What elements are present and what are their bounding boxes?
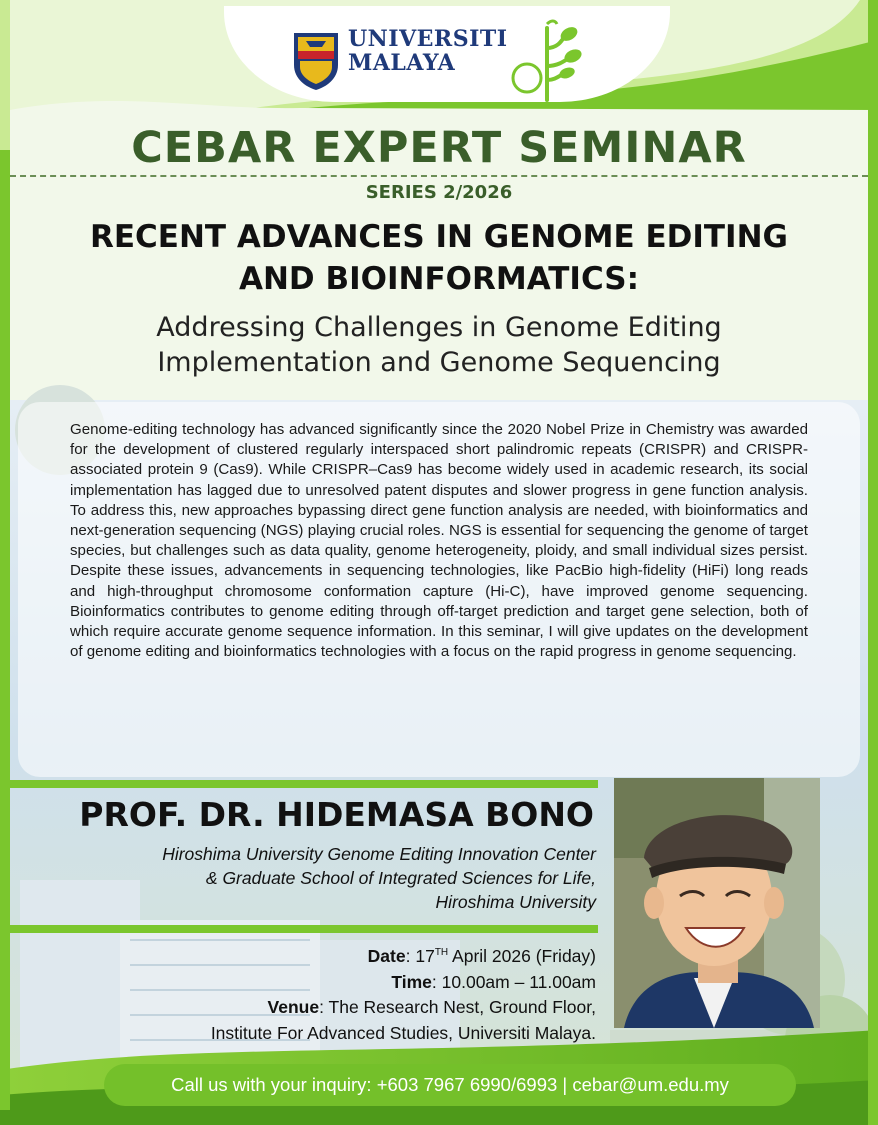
date-day: 17: [415, 946, 435, 966]
affiliation-line2: & Graduate School of Integrated Sciences for Life,: [205, 868, 596, 888]
talk-headline: [0, 216, 878, 300]
venue-label: Venue: [267, 997, 320, 1017]
speaker-top-bar: [10, 780, 598, 788]
date-rest: April 2026 (Friday): [448, 946, 596, 966]
seminar-title: CEBAR EXPERT SEMINAR: [131, 123, 747, 173]
date-suffix: TH: [434, 947, 449, 959]
time-label: Time: [391, 971, 432, 992]
speaker-name: PROF. DR. HIDEMASA BONO: [79, 795, 594, 834]
speaker-bottom-bar: [10, 925, 598, 933]
speaker-photo: [614, 778, 820, 1028]
talk-headline-line1: RECENT ADVANCES IN GENOME EDITING: [90, 219, 788, 255]
date-row: Date: 17TH April 2026 (Friday): [367, 946, 596, 966]
abstract-text: Genome-editing technology has advanced significantly since the 2020 Nobel Prize in Chemistry was awarded for the development of clustered regularly interspaced short palindromic repeats (CRISPR) and CRISPR-associated protein 9 (Cas9). While CRISPR–Cas9 has become widely used in academic research, its social implementation has lagged due to unresolved patent disputes and slower progress in gene function analysis. To address this, new approaches bypassing direct gene function analysis are needed, with bioinformatics and next-generation sequencing (NGS) playing crucial roles. NGS is essential for sequencing the genome of target species, but challenges such as data quality, genome heterogeneity, ploidy, and small individual sizes persist. Despite these issues, advancements in sequencing technologies, like PacBio high-fidelity (HiFi) long reads and high-throughput chromosome conformation capture (Hi-C), have improved genome sequencing. Bioinformatics contributes to genome editing through off-target prediction and target gene selection, both of which require accurate genome sequence information. In this seminar, I will give updates on the development of genome editing and bioinformatics technologies with a focus on the rapid progress in genome sequencing.: [70, 421, 808, 661]
speaker-affiliation: [20, 842, 596, 914]
date-label: Date: [367, 946, 406, 966]
affiliation-line3: Hiroshima University: [435, 892, 596, 912]
talk-headline-line2: AND BIOINFORMATICS:: [238, 261, 640, 297]
university-name: [348, 27, 508, 75]
universiti-malaya-crest-icon: [292, 31, 340, 91]
series-label: SERIES 2/2026: [365, 182, 513, 203]
talk-subheadline-line1: Addressing Challenges in Genome Editing: [156, 312, 722, 343]
title-divider: [10, 175, 868, 177]
talk-subheadline: [0, 310, 878, 380]
cebar-logo-icon: [505, 18, 589, 104]
contact-banner: Call us with your inquiry: +603 7967 6990/6993 | cebar@um.edu.my: [104, 1064, 796, 1106]
venue-line2: Institute For Advanced Studies, Universiti Malaya.: [210, 1022, 596, 1043]
venue-row: [20, 995, 596, 1021]
talk-subheadline-line2: Implementation and Genome Sequencing: [157, 347, 721, 378]
time-value: : 10.00am – 11.00am: [431, 971, 596, 992]
affiliation-line1: Hiroshima University Genome Editing Innovation Center: [162, 844, 596, 864]
university-name-line1: UNIVERSITI: [348, 26, 508, 52]
event-details: [20, 944, 596, 1046]
time-row: [20, 970, 596, 996]
venue-value: : The Research Nest, Ground Floor,: [319, 997, 596, 1017]
university-name-line2: MALAYA: [348, 50, 456, 76]
